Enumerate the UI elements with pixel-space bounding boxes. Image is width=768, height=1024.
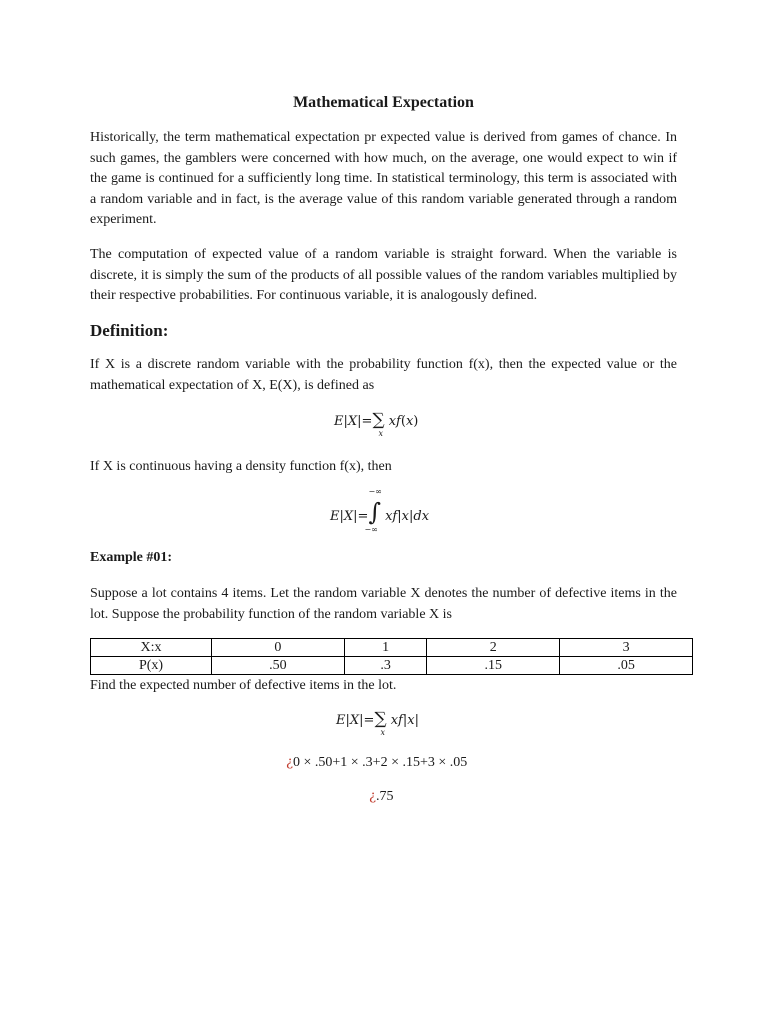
table-cell: .15 (427, 657, 560, 675)
page-title: Mathematical Expectation (293, 94, 474, 111)
table-cell: .3 (344, 657, 427, 675)
example-expectation-formula: E|X|=∑ x xf|x| (336, 709, 419, 737)
table-cell: 3 (560, 639, 693, 657)
example-heading: Example #01: (90, 550, 173, 565)
table-cell: 1 (344, 639, 427, 657)
computation-paragraph: The computation of expected value of a random variable is straight forward. When the variable is discrete, it is simply the sum of the products of all possible values of the random variables multiplied by their respective probabilities. For continuous variable, it is analogously defined. (90, 247, 677, 304)
example-text: Suppose a lot contains 4 items. Let the random variable X denotes the number of defective items in the lot. Suppose the probability function of the random variable X is (90, 586, 677, 622)
intro-paragraph: Historically, the term mathematical expectation pr expected value is derived from games of chance. In such games, the gamblers were concerned with how much, on the average, one would expect to win if the game is continued for a sufficiently long time. In statistical terminology, this term is associated with a random variable and in fact, is the average value of this random variable generated through a random experiment. (90, 130, 677, 228)
table-cell: .50 (212, 657, 345, 675)
table-row (91, 639, 693, 657)
discrete-expectation-formula: E|X|=∑ x xf(x) (334, 410, 419, 438)
definition-heading: Definition: (90, 321, 169, 340)
inverted-question-mark: ¿ (369, 789, 376, 804)
table-cell: .05 (560, 657, 693, 675)
calculation-line-1: ¿0 × .50+1 × .3+2 × .15+3 × .05 (286, 755, 468, 770)
table-cell: P(x) (91, 657, 212, 675)
table-row (91, 657, 693, 675)
table-cell: 2 (427, 639, 560, 657)
table-cell: X:x (91, 639, 212, 657)
probability-table (90, 638, 693, 675)
calculation-result: ¿.75 (369, 789, 394, 804)
find-question-text: Find the expected number of defective items in the lot. (90, 678, 397, 693)
continuous-expectation-formula: E|X|=∫ −∞ −∞ xf|x|dx (330, 487, 430, 534)
discrete-definition-text: If X is a discrete random variable with the probability function f(x), then the expected value or the mathematical expectation of X, E(X), is defined as (90, 357, 677, 393)
inverted-question-mark: ¿ (286, 755, 293, 770)
table-cell: 0 (212, 639, 345, 657)
continuous-definition-text: If X is continuous having a density function f(x), then (90, 459, 392, 474)
